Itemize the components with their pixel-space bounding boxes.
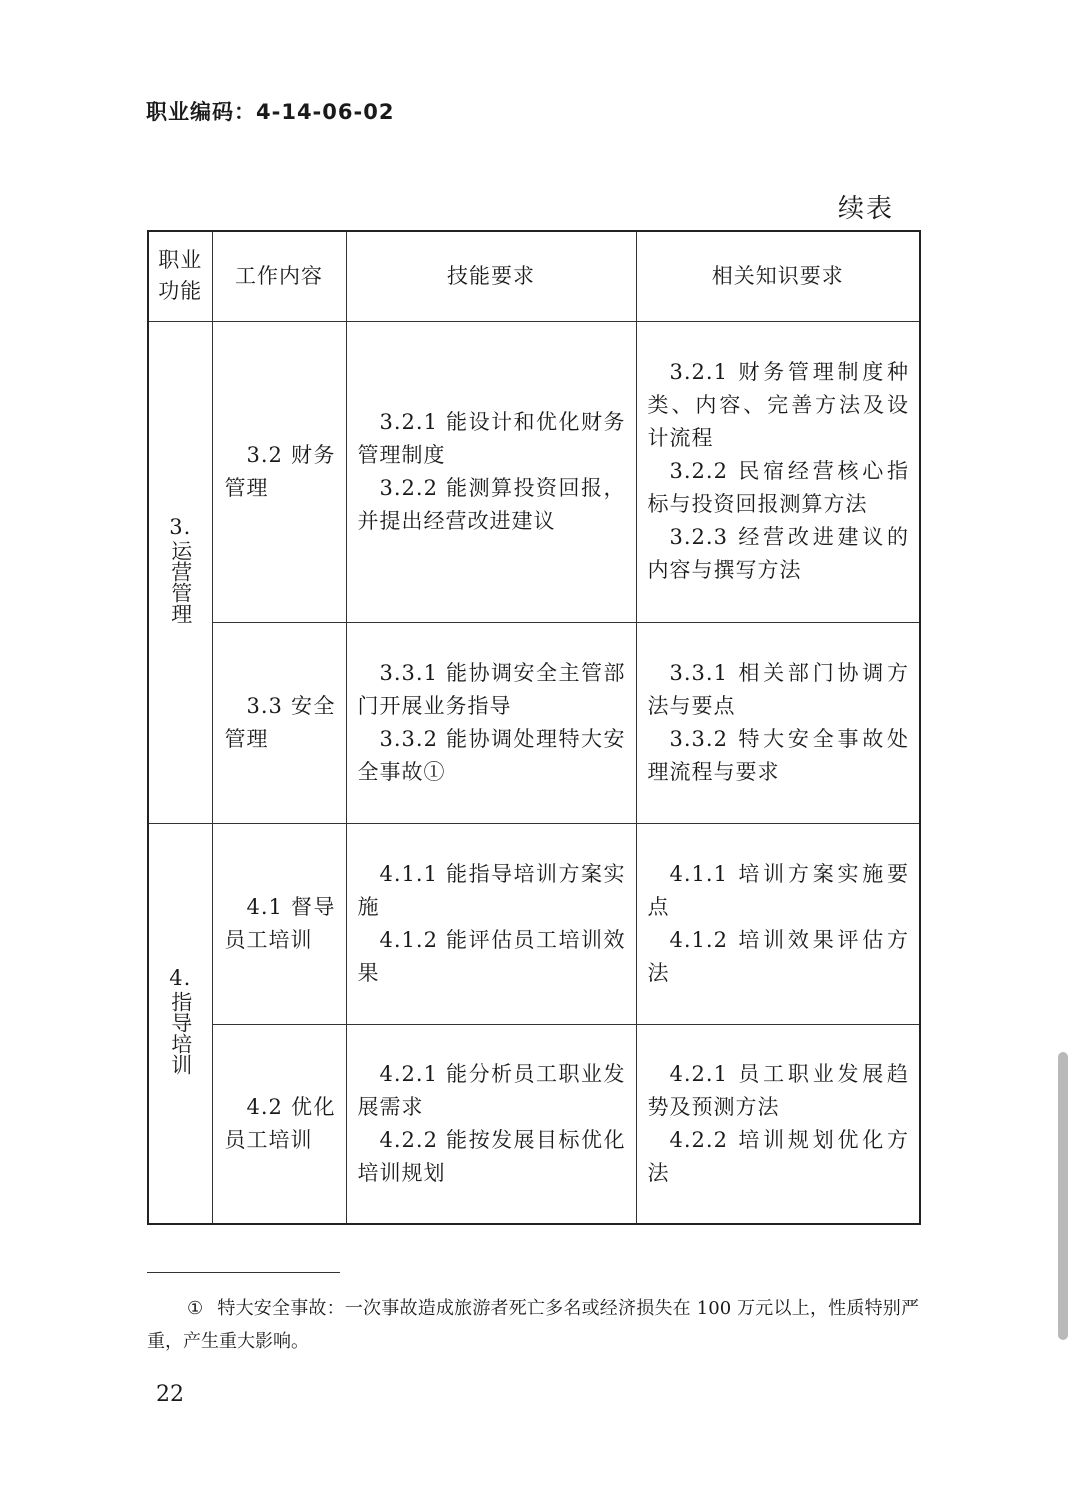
occupation-code: 职业编码：4-14-06-02 (146, 100, 395, 124)
table-row (148, 823, 920, 1024)
content-cell: 3.3 安全管理 (212, 622, 346, 823)
table-row (148, 622, 920, 823)
skills-cell: 4.2.1 能分析员工职业发展需求 4.2.2 能按发展目标优化培训规划 (346, 1024, 636, 1224)
continued-label: 续表 (838, 194, 895, 224)
knowledge-cell: 4.2.1 员工职业发展趋势及预测方法 4.2.2 培训规划优化方法 (636, 1024, 920, 1224)
table-header-row (148, 231, 920, 321)
footnote-text: 特大安全事故：一次事故造成旅游者死亡多名或经济损失在 100 万元以上，性质特别严重，产生重大影响。 (147, 1298, 920, 1352)
skills-cell: 3.3.1 能协调安全主管部门开展业务指导 3.3.2 能协调处理特大安全事故① (346, 622, 636, 823)
footnote-separator (147, 1272, 340, 1273)
table-row (148, 1024, 920, 1224)
header-knowledge: 相关知识要求 (636, 231, 920, 321)
func-cell-training: 4. 指导培训 (148, 823, 212, 1224)
content-cell: 4.1 督导员工培训 (212, 823, 346, 1024)
func-cell-operations: 3. 运营管理 (148, 321, 212, 823)
skills-table (147, 230, 921, 1225)
footnote (147, 1292, 919, 1358)
knowledge-cell: 3.3.1 相关部门协调方法与要点 3.3.2 特大安全事故处理流程与要求 (636, 622, 920, 823)
header-func: 职业功能 (148, 231, 212, 321)
content-cell: 3.2 财务管理 (212, 321, 346, 622)
knowledge-cell: 3.2.1 财务管理制度种类、内容、完善方法及设计流程 3.2.2 民宿经营核心指标与投资回报测算方法 3.2.3 经营改进建议的内容与撰写方法 (636, 321, 920, 622)
page-number: 22 (156, 1382, 184, 1407)
skills-cell: 4.1.1 能指导培训方案实施 4.1.2 能评估员工培训效果 (346, 823, 636, 1024)
scrollbar[interactable] (1058, 1052, 1068, 1340)
content-cell: 4.2 优化员工培训 (212, 1024, 346, 1224)
skills-cell: 3.2.1 能设计和优化财务管理制度 3.2.2 能测算投资回报，并提出经营改进建议 (346, 321, 636, 622)
knowledge-cell: 4.1.1 培训方案实施要点 4.1.2 培训效果评估方法 (636, 823, 920, 1024)
header-content: 工作内容 (212, 231, 346, 321)
header-skills: 技能要求 (346, 231, 636, 321)
footnote-mark: ① (187, 1298, 204, 1319)
table-row (148, 321, 920, 622)
